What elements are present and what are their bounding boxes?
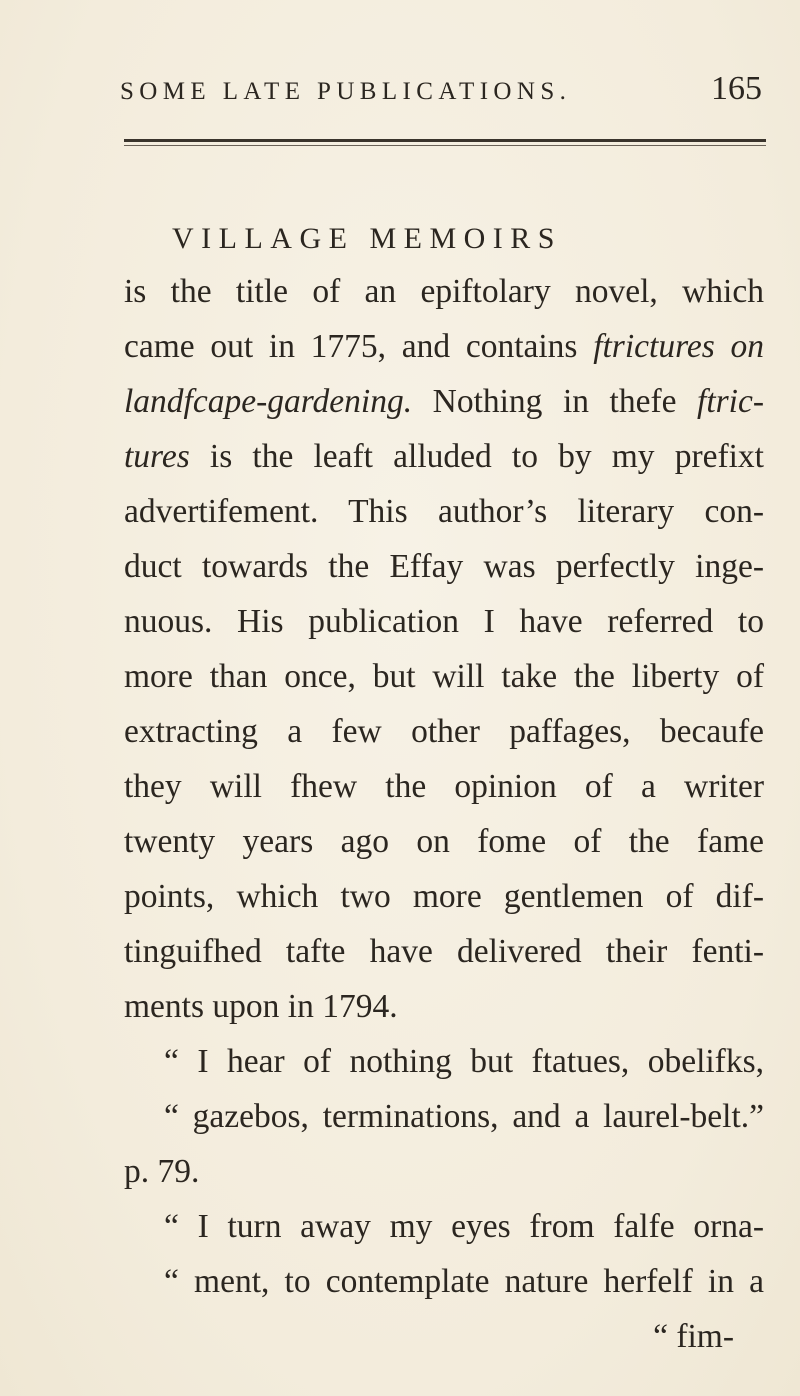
text-line [124,374,764,429]
page-number: 165 [711,70,762,107]
text-line [124,429,764,484]
catchword: “ fim- [653,1318,734,1355]
running-head [120,70,770,114]
text-line: advertifement. This author’s literary con- [124,493,764,530]
body-text [124,264,764,1364]
text-line: extracting a few other paffages, becaufe [124,713,764,750]
text-line: twenty years ago on fome of the fame [124,823,764,860]
italic-run: ftrictures on [593,328,764,365]
text-line: ments upon in 1794. [124,988,398,1025]
text-line: duct towards the Effay was perfectly inge- [124,548,764,585]
running-title: SOME LATE PUBLICATIONS. [120,78,572,105]
text-run: Nothing in thefe [412,383,698,420]
text-line: is the title of an epiftolary novel, which [124,273,764,310]
text-line [124,319,764,374]
text-line: nuous. His publication I have referred to [124,603,764,640]
section-heading: VILLAGE MEMOIRS [172,222,562,255]
quote-line: “ I turn away my eyes from falfe orna- [164,1208,764,1245]
italic-run: ftric- [697,383,764,420]
text-line: more than once, but will take the liberty of [124,658,764,695]
page-reference: p. 79. [124,1153,200,1190]
header-rule-thin [124,145,766,146]
italic-run: landfcape-gardening. [124,383,413,420]
quote-line: “ ment, to contemplate nature herfelf in a [164,1263,764,1300]
text-line: tinguifhed tafte have delivered their fenti- [124,933,764,970]
italic-run: tures [124,438,190,475]
text-run: came out in 1775, and contains [124,328,594,365]
quote-line: “ gazebos, terminations, and a laurel-belt.” [164,1098,764,1135]
quote-line: “ I hear of nothing but ftatues, obelifks, [164,1043,764,1080]
header-rule [124,139,766,142]
text-run: is the leaft alluded to by my prefixt [189,438,764,475]
text-line: they will fhew the opinion of a writer [124,768,764,805]
text-line: points, which two more gentlemen of dif- [124,878,764,915]
